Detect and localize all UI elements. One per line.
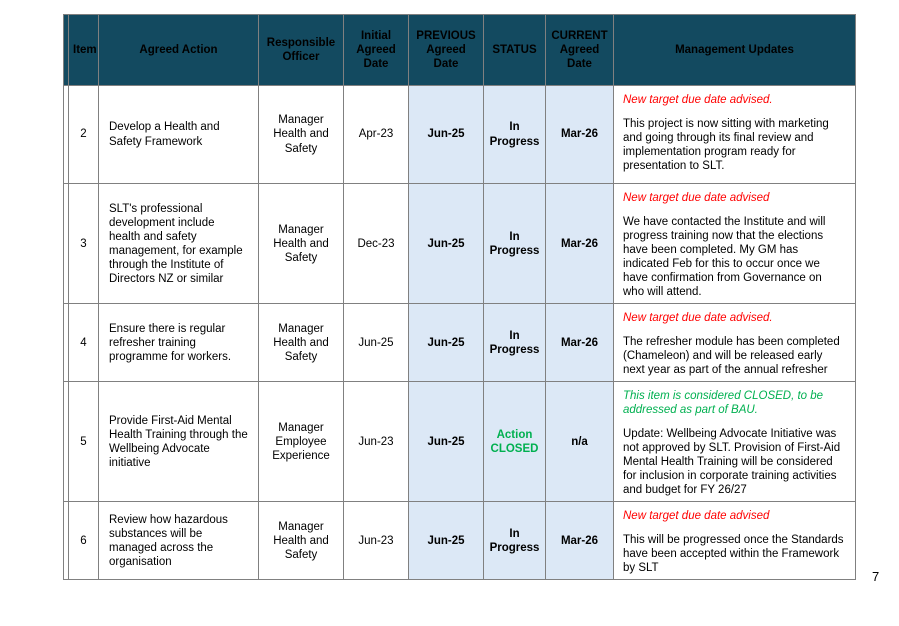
- update-body: The refresher module has been completed (Chameleon) and will be released early next year as part of the annual refresher: [623, 336, 840, 377]
- responsible-officer: Manager Health and Safety: [259, 502, 344, 580]
- responsible-officer: Manager Employee Experience: [259, 382, 344, 502]
- page-number: 7: [872, 569, 880, 584]
- status-value: In Progress: [484, 184, 546, 304]
- previous-agreed-date: Jun-25: [409, 502, 484, 580]
- current-agreed-date: Mar-26: [546, 502, 614, 580]
- col-header-management-updates: Management Updates: [614, 15, 856, 86]
- management-updates: [614, 184, 856, 304]
- update-body: We have contacted the Institute and will progress training now that the elections have been completed. My GM has indicated Feb for this to occur once we have confirmation from Governance on who will attend.: [623, 216, 826, 299]
- table-row-item-3: [64, 184, 856, 304]
- item-number: 3: [69, 184, 99, 304]
- initial-agreed-date: Jun-23: [344, 382, 409, 502]
- status-value: Action CLOSED: [484, 382, 546, 502]
- update-note: New target due date advised: [623, 510, 770, 523]
- management-updates: [614, 86, 856, 184]
- update-note: New target due date advised.: [623, 94, 773, 106]
- agreed-action: Develop a Health and Safety Framework: [99, 86, 259, 184]
- agreed-action: SLT's professional development include health and safety management, for example through the Institute of Directors NZ or similar: [99, 184, 259, 304]
- col-header-agreed-action: Agreed Action: [99, 15, 259, 86]
- action-tracker-table: [63, 14, 856, 580]
- agreed-action: Ensure there is regular refresher training programme for workers.: [99, 304, 259, 382]
- update-note: New target due date advised: [623, 192, 770, 204]
- initial-agreed-date: Jun-25: [344, 304, 409, 382]
- management-updates: [614, 382, 856, 502]
- col-header-status: STATUS: [484, 15, 546, 86]
- col-header-item: Item: [69, 15, 99, 86]
- responsible-officer: Manager Health and Safety: [259, 86, 344, 184]
- previous-agreed-date: Jun-25: [409, 304, 484, 382]
- responsible-officer: Manager Health and Safety: [259, 184, 344, 304]
- current-agreed-date: Mar-26: [546, 304, 614, 382]
- item-number: 6: [69, 502, 99, 580]
- update-note: This item is considered CLOSED, to be addressed as part of BAU.: [623, 390, 824, 417]
- management-updates: [614, 502, 856, 580]
- table-row-item-6: [64, 502, 856, 580]
- status-value: In Progress: [484, 304, 546, 382]
- col-header-current-agreed-date: CURRENT Agreed Date: [546, 15, 614, 86]
- initial-agreed-date: Apr-23: [344, 86, 409, 184]
- update-note: New target due date advised.: [623, 312, 773, 325]
- item-number: 4: [69, 304, 99, 382]
- current-agreed-date: Mar-26: [546, 86, 614, 184]
- update-body: Update: Wellbeing Advocate Initiative was not approved by SLT. Provision of First-Aid Mental Health Training will be considered for inclusion in corporate training activities and budget for FY 26/27: [623, 428, 841, 497]
- current-agreed-date: n/a: [546, 382, 614, 502]
- agreed-action: Review how hazardous substances will be managed across the organisation: [99, 502, 259, 580]
- initial-agreed-date: Dec-23: [344, 184, 409, 304]
- status-value: In Progress: [484, 502, 546, 580]
- management-updates: [614, 304, 856, 382]
- agreed-action: Provide First-Aid Mental Health Training through the Wellbeing Advocate initiative: [99, 382, 259, 502]
- current-agreed-date: Mar-26: [546, 184, 614, 304]
- previous-agreed-date: Jun-25: [409, 86, 484, 184]
- col-header-previous-agreed-date: PREVIOUS Agreed Date: [409, 15, 484, 86]
- header-row: [64, 15, 856, 86]
- table-row-item-4: [64, 304, 856, 382]
- responsible-officer: Manager Health and Safety: [259, 304, 344, 382]
- previous-agreed-date: Jun-25: [409, 382, 484, 502]
- previous-agreed-date: Jun-25: [409, 184, 484, 304]
- col-header-initial-agreed-date: Initial Agreed Date: [344, 15, 409, 86]
- table-row-item-2: [64, 86, 856, 184]
- update-body: This project is now sitting with marketing and going through its final review and implementation program ready for presentation to SLT.: [623, 118, 829, 173]
- initial-agreed-date: Jun-23: [344, 502, 409, 580]
- item-number: 5: [69, 382, 99, 502]
- update-body: This will be progressed once the Standards have been accepted within the Framework by SLT: [623, 534, 844, 575]
- item-number: 2: [69, 86, 99, 184]
- table-row-item-5: [64, 382, 856, 502]
- status-value: In Progress: [484, 86, 546, 184]
- col-header-responsible-officer: Responsible Officer: [259, 15, 344, 86]
